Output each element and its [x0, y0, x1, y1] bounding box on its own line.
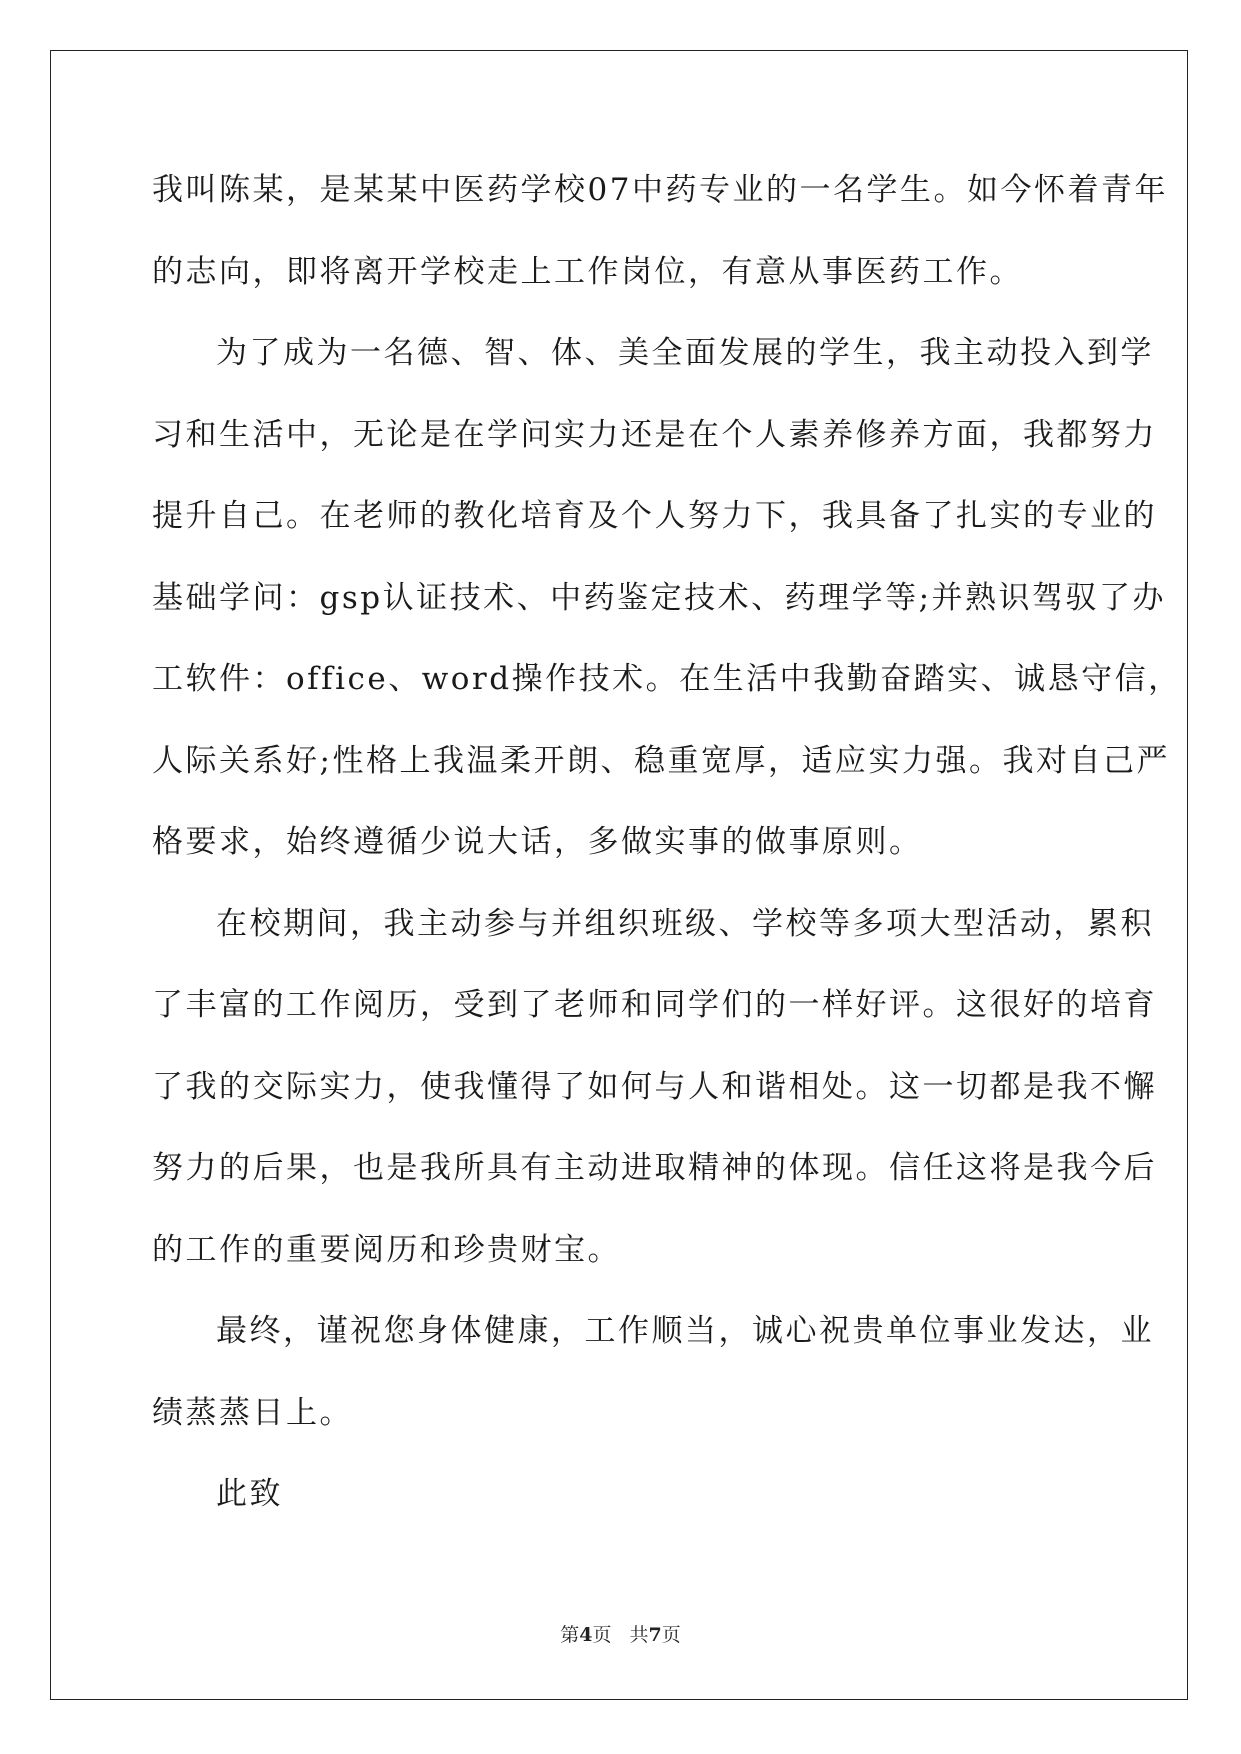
text-line-14: 的工作的重要阅历和珍贵财宝。 — [152, 1231, 621, 1268]
text-line-3: 为了成为一名德、智、体、美全面发展的学生，我主动投入到学 — [216, 335, 1154, 371]
total-suffix: 页 — [661, 1624, 681, 1646]
text-line-6: 基础学问：gsp认证技术、中药鉴定技术、药理学等;并熟识驾驭了办 — [152, 579, 1167, 616]
page-suffix: 页 — [592, 1624, 612, 1646]
text-line-2: 的志向，即将离开学校走上工作岗位，有意从事医药工作。 — [152, 253, 1023, 290]
page-total: 7 — [648, 1624, 662, 1646]
text-line-5: 提升自己。在老师的教化培育及个人努力下，我具备了扎实的专业的 — [152, 498, 1157, 534]
text-line-10: 在校期间，我主动参与并组织班级、学校等多项大型活动，累积 — [216, 905, 1154, 942]
text-line-16: 绩蒸蒸日上。 — [152, 1394, 353, 1431]
text-line-11: 了丰富的工作阅历，受到了老师和同学们的一样好评。这很好的培育 — [152, 987, 1157, 1023]
text-line-8: 人际关系好;性格上我温柔开朗、稳重宽厚，适应实力强。我对自己严 — [152, 742, 1170, 779]
page-prefix: 第 — [560, 1624, 580, 1646]
text-line-4: 习和生活中，无论是在学问实力还是在个人素养修养方面，我都努力 — [152, 416, 1157, 453]
text-line-13: 努力的后果，也是我所具有主动进取精神的体现。信任这将是我今后 — [152, 1150, 1157, 1186]
text-line-7: 工软件：office、word操作技术。在生活中我勤奋踏实、诚恳守信， — [152, 661, 1182, 697]
total-prefix: 共 — [629, 1624, 649, 1646]
document-body — [152, 160, 1182, 1546]
page-current: 4 — [579, 1624, 593, 1646]
text-line-9: 格要求，始终遵循少说大话，多做实事的做事原则。 — [152, 824, 923, 860]
text-line-1: 我叫陈某，是某某中医药学校07中药专业的一名学生。如今怀着青年 — [152, 172, 1168, 208]
text-line-12: 了我的交际实力，使我懂得了如何与人和谐相处。这一切都是我不懈 — [152, 1068, 1157, 1105]
page-footer — [0, 1620, 1241, 1647]
text-line-17: 此致 — [216, 1476, 283, 1512]
text-line-15: 最终，谨祝您身体健康，工作顺当，诚心祝贵单位事业发达，业 — [216, 1313, 1154, 1349]
